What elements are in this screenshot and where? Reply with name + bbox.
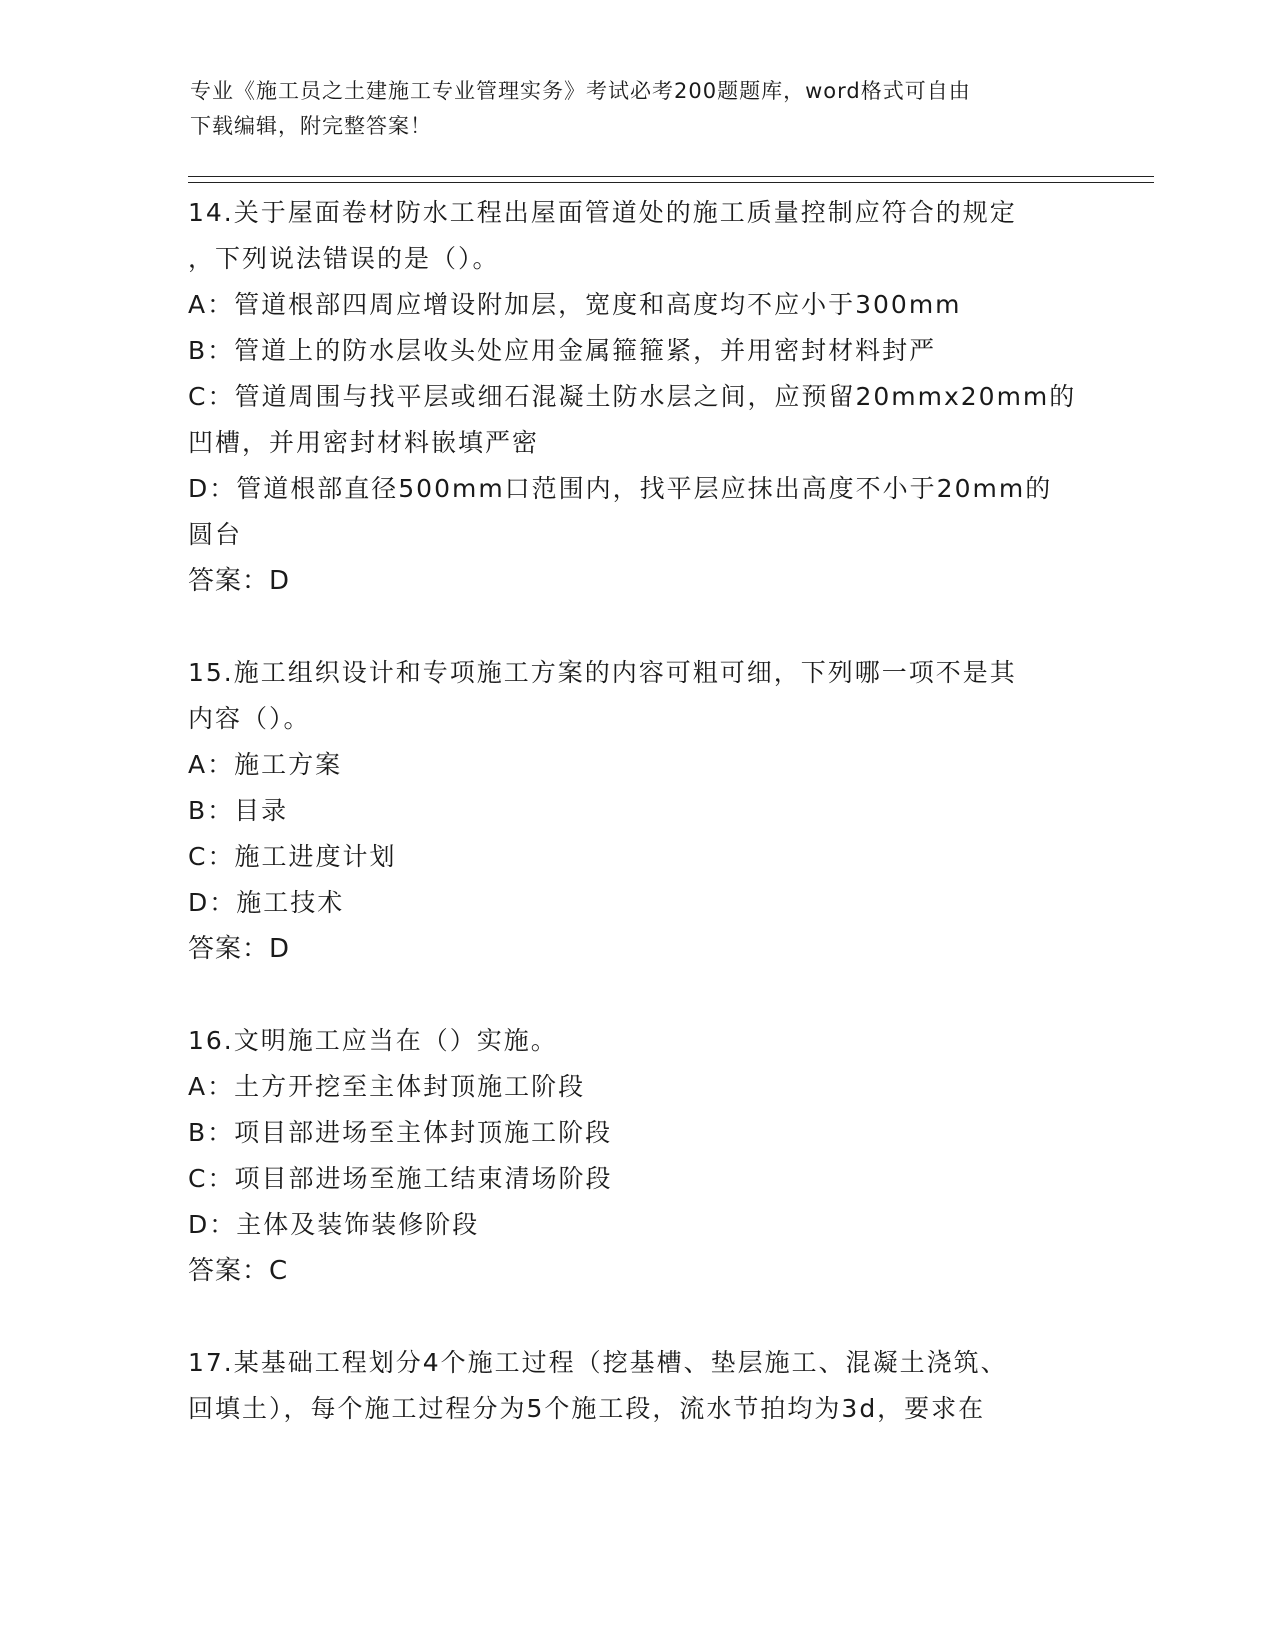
answer-option: C：项目部进场至施工结束清场阶段	[188, 1164, 613, 1193]
question-block	[188, 190, 1148, 604]
answer-option: D：施工技术	[188, 888, 345, 917]
answer-option: D：管道根部直径500mm口范围内，找平层应抹出高度不小于20mm的	[188, 474, 1053, 503]
answer-option: 圆台	[188, 520, 243, 549]
question-block	[188, 1340, 1148, 1432]
answer-option: A：管道根部四周应增设附加层，宽度和高度均不应小于300mm	[188, 290, 962, 319]
question-spacer	[188, 1294, 1148, 1340]
question-spacer	[188, 972, 1148, 1018]
question-stem: 15.施工组织设计和专项施工方案的内容可粗可细，下列哪一项不是其	[188, 658, 1017, 687]
document-header	[190, 74, 1090, 144]
answer-option: 凹槽，并用密封材料嵌填严密	[188, 428, 540, 457]
header-line-1: 专业《施工员之土建施工专业管理实务》考试必考200题题库，word格式可自由	[190, 79, 971, 103]
answer-key: 答案：C	[188, 1256, 289, 1286]
question-stem: 16.文明施工应当在（）实施。	[188, 1026, 558, 1055]
answer-option: B：目录	[188, 796, 289, 825]
answer-option: C：施工进度计划	[188, 842, 397, 871]
question-stem: 14.关于屋面卷材防水工程出屋面管道处的施工质量控制应符合的规定	[188, 198, 1017, 227]
header-divider-bottom	[188, 182, 1154, 183]
question-stem: ，下列说法错误的是（）。	[188, 244, 500, 273]
question-block	[188, 1018, 1148, 1294]
question-list	[188, 190, 1148, 1432]
answer-key: 答案：D	[188, 566, 291, 596]
question-block	[188, 650, 1148, 972]
question-stem: 回填土），每个施工过程分为5个施工段，流水节拍均为3d，要求在	[188, 1394, 986, 1423]
answer-option: A：施工方案	[188, 750, 343, 779]
answer-option: B：项目部进场至主体封顶施工阶段	[188, 1118, 613, 1147]
answer-option: A：土方开挖至主体封顶施工阶段	[188, 1072, 586, 1101]
question-stem: 内容（）。	[188, 704, 311, 733]
answer-option: C：管道周围与找平层或细石混凝土防水层之间，应预留20mmx20mm的	[188, 382, 1077, 411]
answer-key: 答案：D	[188, 934, 291, 964]
answer-option: D：主体及装饰装修阶段	[188, 1210, 480, 1239]
question-spacer	[188, 604, 1148, 650]
answer-option: B：管道上的防水层收头处应用金属箍箍紧，并用密封材料封严	[188, 336, 937, 365]
header-divider-top	[188, 176, 1154, 177]
question-stem: 17.某基础工程划分4个施工过程（挖基槽、垫层施工、混凝土浇筑、	[188, 1348, 1008, 1377]
header-line-2: 下载编辑，附完整答案！	[190, 114, 432, 138]
